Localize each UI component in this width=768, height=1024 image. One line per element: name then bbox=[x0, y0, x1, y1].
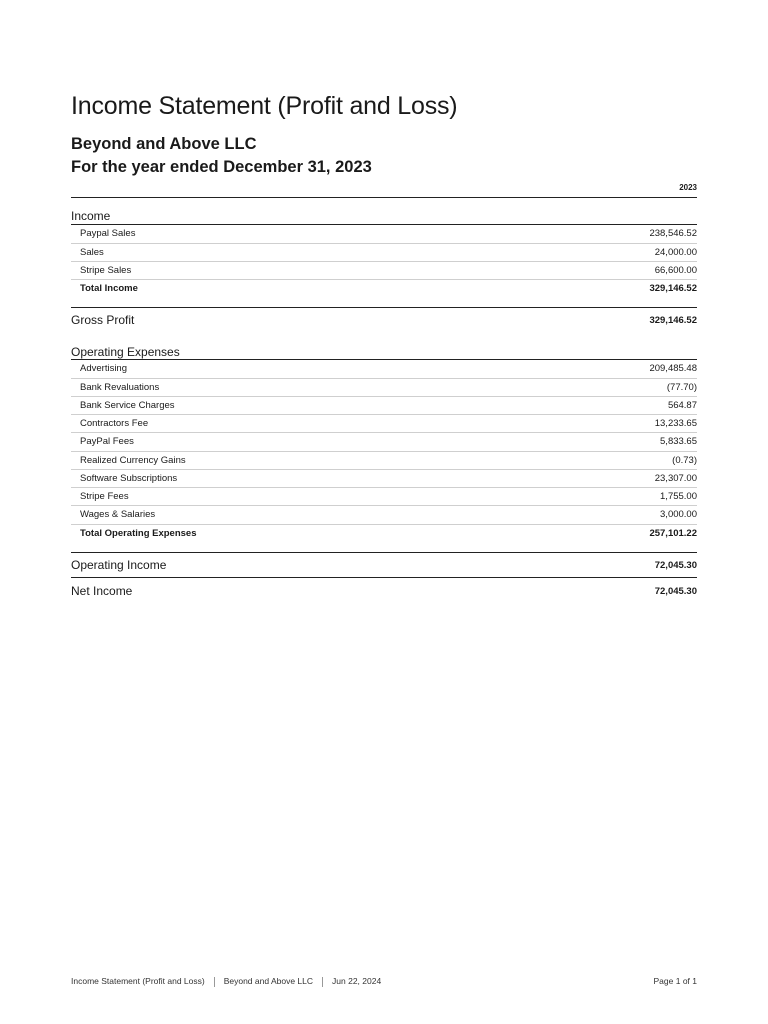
gross-profit-amount: 329,146.52 bbox=[649, 315, 697, 326]
table-row bbox=[71, 414, 697, 433]
operating-income-row bbox=[71, 555, 697, 577]
table-row bbox=[71, 225, 697, 243]
operating-income-amount: 72,045.30 bbox=[654, 560, 697, 571]
row-amount: 66,600.00 bbox=[654, 265, 697, 276]
gross-profit-row bbox=[71, 310, 697, 332]
row-label: Bank Service Charges bbox=[80, 400, 175, 411]
footer-company: Beyond and Above LLC bbox=[223, 976, 314, 986]
company-name: Beyond and Above LLC bbox=[71, 135, 257, 153]
table-row bbox=[71, 243, 697, 262]
footer-report-name: Income Statement (Profit and Loss) bbox=[71, 976, 205, 986]
row-amount: 209,485.48 bbox=[649, 363, 697, 374]
row-amount: 1,755.00 bbox=[660, 491, 697, 502]
operating-income-label: Operating Income bbox=[71, 558, 167, 572]
total-opex-amount: 257,101.22 bbox=[649, 528, 697, 539]
row-label: Wages & Salaries bbox=[80, 509, 156, 520]
total-opex-row bbox=[71, 524, 697, 543]
row-amount: 3,000.00 bbox=[660, 509, 697, 520]
total-income-label: Total Income bbox=[80, 283, 138, 294]
row-label: Contractors Fee bbox=[80, 418, 149, 429]
table-row bbox=[71, 432, 697, 451]
table-row bbox=[71, 261, 697, 280]
table-row bbox=[71, 505, 697, 524]
table-row bbox=[71, 360, 697, 378]
report-title: Income Statement (Profit and Loss) bbox=[71, 92, 458, 120]
footer-separator bbox=[214, 977, 215, 987]
row-amount: 238,546.52 bbox=[649, 228, 697, 239]
net-income-amount: 72,045.30 bbox=[654, 586, 697, 597]
table-row bbox=[71, 396, 697, 415]
net-income-row bbox=[71, 581, 697, 603]
gross-profit-rule bbox=[71, 307, 697, 308]
total-opex-label: Total Operating Expenses bbox=[80, 528, 197, 539]
table-row bbox=[71, 451, 697, 470]
opex-section-heading: Operating Expenses bbox=[71, 345, 180, 359]
row-label: Stripe Sales bbox=[80, 265, 132, 276]
row-label: Realized Currency Gains bbox=[80, 455, 186, 466]
row-label: Paypal Sales bbox=[80, 228, 136, 239]
column-header-year: 2023 bbox=[679, 183, 697, 192]
net-income-rule bbox=[71, 577, 697, 578]
footer-separator bbox=[322, 977, 323, 987]
total-income-amount: 329,146.52 bbox=[649, 283, 697, 294]
header-divider bbox=[71, 197, 697, 198]
row-amount: 24,000.00 bbox=[654, 247, 697, 258]
footer-date: Jun 22, 2024 bbox=[332, 976, 382, 986]
row-amount: 5,833.65 bbox=[660, 436, 697, 447]
row-label: Sales bbox=[80, 247, 104, 258]
row-label: Stripe Fees bbox=[80, 491, 129, 502]
row-amount: 564.87 bbox=[667, 400, 697, 411]
income-section-heading: Income bbox=[71, 209, 111, 223]
table-row bbox=[71, 487, 697, 506]
total-income-row bbox=[71, 279, 697, 298]
footer-page-number: Page 1 of 1 bbox=[653, 976, 697, 986]
table-row bbox=[71, 469, 697, 488]
row-label: PayPal Fees bbox=[80, 436, 134, 447]
row-amount: (0.73) bbox=[672, 455, 697, 466]
report-period: For the year ended December 31, 2023 bbox=[71, 158, 372, 176]
operating-income-rule bbox=[71, 552, 697, 553]
row-label: Software Subscriptions bbox=[80, 473, 178, 484]
footer-left bbox=[71, 976, 381, 987]
net-income-label: Net Income bbox=[71, 584, 133, 598]
row-label: Advertising bbox=[80, 363, 127, 374]
row-label: Bank Revaluations bbox=[80, 382, 160, 393]
row-amount: 13,233.65 bbox=[654, 418, 697, 429]
row-amount: (77.70) bbox=[666, 382, 697, 393]
row-amount: 23,307.00 bbox=[654, 473, 697, 484]
table-row bbox=[71, 378, 697, 397]
gross-profit-label: Gross Profit bbox=[71, 313, 135, 327]
